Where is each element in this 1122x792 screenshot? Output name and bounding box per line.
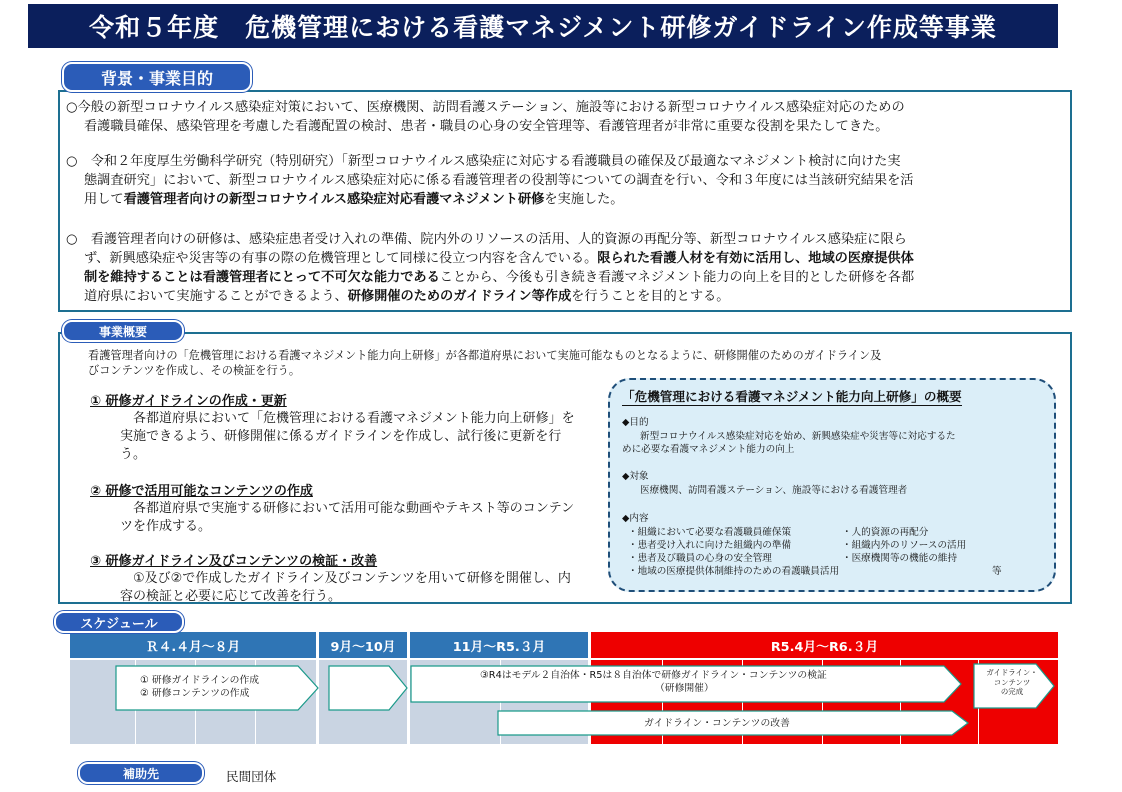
arrow1-text: ① 研修ガイドラインの作成 [140,675,260,686]
text-line: ず、新興感染症や災害等の有事の際の危機管理として同様に役立つ内容を含んでいる。 [84,251,598,266]
emphasis-text: 研修開催のためのガイドライン等作成 [347,289,572,304]
text-line: を行うことを目的とする。 [571,289,730,304]
callout-title: 「危機管理における看護マネジメント能力向上研修」の概要 [622,386,962,406]
bullet: ○ [66,100,78,115]
period-r4-apr-aug: Ｒ４.４月～８月 [70,632,316,658]
text-line: ことから、今後も引き続き看護マネジメント能力の向上を目的とした研修を各都 [439,270,915,285]
content-item: ・患者受け入れに向けた組織内の準備 [628,540,792,551]
text-line: ガイドライン・ [986,668,1038,677]
text-line: コンテンツ [993,677,1031,687]
text-line: 今般の新型コロナウイルス感染症対策において、医療機関、訪問看護ステーション、施設等における新型コロナウイルス感染症対応のための [77,100,905,115]
item-3-title: ③ 研修ガイドライン及びコンテンツの検証・改善 [90,554,378,569]
item-1-body: 各都道府県において「危機管理における看護マネジメント能力向上研修」を実施できるよう、研修開催に係るガイドラインを作成し、試行後に更新を行う。 [120,411,575,462]
content-item: ・人的資源の再配分 [842,527,929,538]
content-label: ◆内容 [622,513,649,524]
target-label: ◆対象 [622,471,649,482]
text-line: 看護管理者向けの「危機管理における看護マネジメント能力向上研修」が各都道府県において実施可能なものとなるように、研修開催のためのガイドライン及 [88,349,882,362]
arrow4-text: ガイドライン・コンテンツの改善 [644,718,790,729]
completion-text [984,668,1040,697]
arrow-sep-oct [329,666,407,710]
purpose-text: 新型コロナウイルス感染症対応を始め、新興感染症や災害等に対応するた [640,431,956,442]
emphasis-text: 制を維持することは看護管理者にとって不可欠な能力である [84,270,440,285]
period-r5-apr-r6-mar: R5.4月～R6.３月 [591,632,1058,658]
arrow3-text: （研修開催） [655,683,714,694]
content-item: ・患者及び職員の心身の安全管理 [628,553,772,564]
subsidy-label: 補助先 [78,762,204,784]
background-section-tab: 背景・事業目的 [62,62,252,92]
text-line: 看護職員確保、感染管理を考慮した看護配置の検討、患者・職員の心身の安全管理等、看護管理者が非常に重要な役割を果たしてきた。 [84,119,889,134]
subsidy-value: 民間団体 [226,769,277,784]
summary-section-tab: 事業概要 [62,320,184,342]
content-item: ・医療機関等の機能の維持 [842,553,958,564]
emphasis-text: 看護管理者向けの新型コロナウイルス感染症対応看護マネジメント研修 [123,192,545,207]
content-item: ・組織内外のリソースの活用 [842,540,967,551]
text-line: 用して [84,192,124,207]
content-item: ・組織において必要な看護職員確保策 [628,527,792,538]
item-2-title: ② 研修で活用可能なコンテンツの作成 [90,484,313,499]
arrow3-text: ③R4はモデル２自治体・R5は８自治体で研修ガイドライン・コンテンツの検証 [480,670,827,681]
page-title: 令和５年度 危機管理における看護マネジメント研修ガイドライン作成等事業 [28,4,1058,48]
item-1-title: ① 研修ガイドラインの作成・更新 [90,394,287,409]
item-2-body: 各都道府県で実施する研修において活用可能な動画やテキスト等のコンテンツを作成する。 [120,501,575,534]
purpose-label: ◆目的 [622,417,649,428]
period-sep-oct: 9月～10月 [319,632,407,658]
text-line: ○ 令和２年度厚生労働科学研究（特別研究）「新型コロナウイルス感染症に対応する看護職員の確保及び最適なマネジメント検討に向けた実 [66,154,901,169]
text-line: 道府県において実施することができるよう、 [84,289,348,304]
schedule-section-tab: スケジュール [54,611,184,633]
text-line: 態調査研究」において、新型コロナウイルス感染症対応に係る看護管理者の役割等についての調査を行い、令和３年度には当該研究結果を活 [84,173,914,188]
target-text: 医療機関、訪問看護ステーション、施設等における看護管理者 [640,485,908,496]
emphasis-text: 限られた看護人材を有効に活用し、地域の医療提供体 [597,251,914,266]
purpose-text: めに必要な看護マネジメント能力の向上 [622,444,795,455]
text-line: ○ 看護管理者向けの研修は、感染症患者受け入れの準備、院内外のリソースの活用、人的資源の再配分等、新型コロナウイルス感染症に限ら [66,232,907,247]
text-line: の完成 [1000,687,1024,696]
content-item: ・地域の医療提供体制維持のための看護職員活用 [628,566,840,577]
item-3-body: ①及び②で作成したガイドライン及びコンテンツを用いて研修を開催し、内容の検証と必要に応じて改善を行う。 [120,571,571,604]
content-etc: 等 [992,566,1002,577]
period-nov-mar: 11月～R5.３月 [410,632,588,658]
text-line: を実施した。 [544,192,624,207]
text-line: びコンテンツを作成し、その検証を行う。 [88,364,301,377]
arrow1-text: ② 研修コンテンツの作成 [140,688,250,699]
